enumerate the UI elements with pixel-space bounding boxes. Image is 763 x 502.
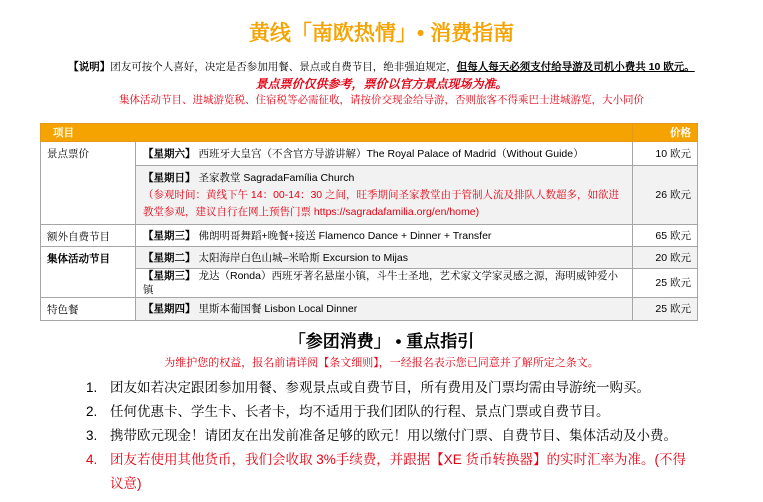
item-text: 太阳海岸白色山城–米哈斯 Excursion to Mijas: [198, 251, 408, 264]
list-item: [86, 400, 694, 424]
item-text: 团友若使用其他货币，我们会收取 3%手续费，并跟据【XE 货币转换器】的实时汇率为准。(不得议意): [110, 452, 687, 491]
day-label: 【星期四】: [143, 303, 196, 315]
notice-text: 团友可按个人喜好，决定是否参加用餐、景点或自费节目，绝非强迫规定，: [110, 61, 457, 73]
item-text: 携带欧元现金！请团友在出发前准备足够的欧元！用以缴付门票、自费节目、集体活动及小费。: [110, 428, 677, 443]
item-text: 团友如若决定跟团参加用餐、参观景点或自费节目，所有费用及门票均需由导游统一购买。: [110, 380, 650, 395]
day-label: 【星期二】: [143, 251, 196, 264]
item-text: 任何优惠卡、学生卡、长者卡，均不适用于我们团队的行程、景点门票或自费节目。: [110, 404, 610, 419]
category-optional-tours: 额外自费节目: [41, 225, 136, 247]
item-description: [136, 298, 633, 321]
table-row: [41, 298, 698, 321]
guide-title: 「参团消费」 • 重点指引: [288, 332, 475, 351]
table-row: [41, 269, 698, 298]
category-special-meal: 特色餐: [41, 298, 136, 321]
day-label: 【星期六】: [143, 147, 196, 160]
item-description: [136, 269, 633, 298]
visit-time-note: （参观时间：黄线下午 14：00-14：30 之间，旺季期间圣家教堂由于管制人流及排队人数超多，如欲进教堂参观，建议自行在网上预售门票 https://sagradafamilia.org/en/home): [143, 188, 620, 218]
mandatory-fees-notice: 集体活动节目、进城游览税、住宿税等必需征收，请按价交现金给导游，否则旅客不得乘巴士进城游览，大小同价: [119, 94, 644, 106]
day-label: 【星期三】: [143, 270, 196, 282]
page-title: 黄线「南欧热情」• 消费指南: [248, 22, 515, 45]
fee-table: [40, 123, 698, 321]
table-row: [41, 166, 698, 225]
list-item: [86, 424, 694, 448]
item-description: [136, 247, 633, 269]
item-description: [136, 166, 633, 225]
item-text: 龙达（Ronda）西班牙著名悬崖小镇，斗牛士圣地，艺术家文学家灵感之源，海明威钟爱小镇: [143, 270, 618, 296]
guide-intro: 为维护您的权益，报名前请详阅【条文细则】，一经报名表示您已同意并了解所定之条文。: [164, 357, 599, 369]
item-text: 里斯本葡国餐 Lisbon Local Dinner: [198, 303, 358, 315]
item-description: [136, 142, 633, 166]
list-item: [86, 376, 694, 400]
item-price: 26 欧元: [633, 166, 698, 225]
item-number: 3.: [86, 428, 98, 443]
item-text: 佛朗明哥舞蹈+晚餐+接送 Flamenco Dance + Dinner + Transfer: [198, 229, 492, 242]
notice-label: 【说明】: [68, 61, 111, 73]
price-disclaimer: 景点票价仅供参考，票价以官方景点现场为准。: [255, 77, 508, 91]
item-price: 20 欧元: [633, 247, 698, 269]
day-label: 【星期三】: [143, 229, 196, 242]
list-item-currency-fee: [86, 448, 694, 496]
day-label: 【星期日】: [143, 171, 196, 184]
item-price: 25 欧元: [633, 298, 698, 321]
item-text: 西班牙大皇宫（不含官方导游讲解）The Royal Palace of Madrid（Without Guide）: [198, 147, 584, 160]
table-row: [41, 142, 698, 166]
item-description: [136, 225, 633, 247]
category-attraction-tickets: 景点票价: [41, 142, 136, 225]
item-number: 4.: [86, 452, 98, 467]
item-number: 1.: [86, 380, 98, 395]
item-text: 圣家教堂 SagradaFamília Church: [198, 171, 355, 184]
notice-line: [0, 60, 763, 75]
guide-list: [86, 376, 694, 496]
table-row: [41, 225, 698, 247]
header-price: 价格: [633, 124, 698, 142]
category-group-activities: 集体活动节目: [41, 247, 136, 298]
item-price: 65 欧元: [633, 225, 698, 247]
tip-requirement: 但每人每天必须支付给导游及司机小费共 10 欧元。: [456, 61, 695, 73]
table-row: [41, 247, 698, 269]
header-item: 项目: [41, 124, 633, 142]
item-price: 25 欧元: [633, 269, 698, 298]
item-number: 2.: [86, 404, 98, 419]
table-header: [41, 124, 698, 142]
item-price: 10 欧元: [633, 142, 698, 166]
